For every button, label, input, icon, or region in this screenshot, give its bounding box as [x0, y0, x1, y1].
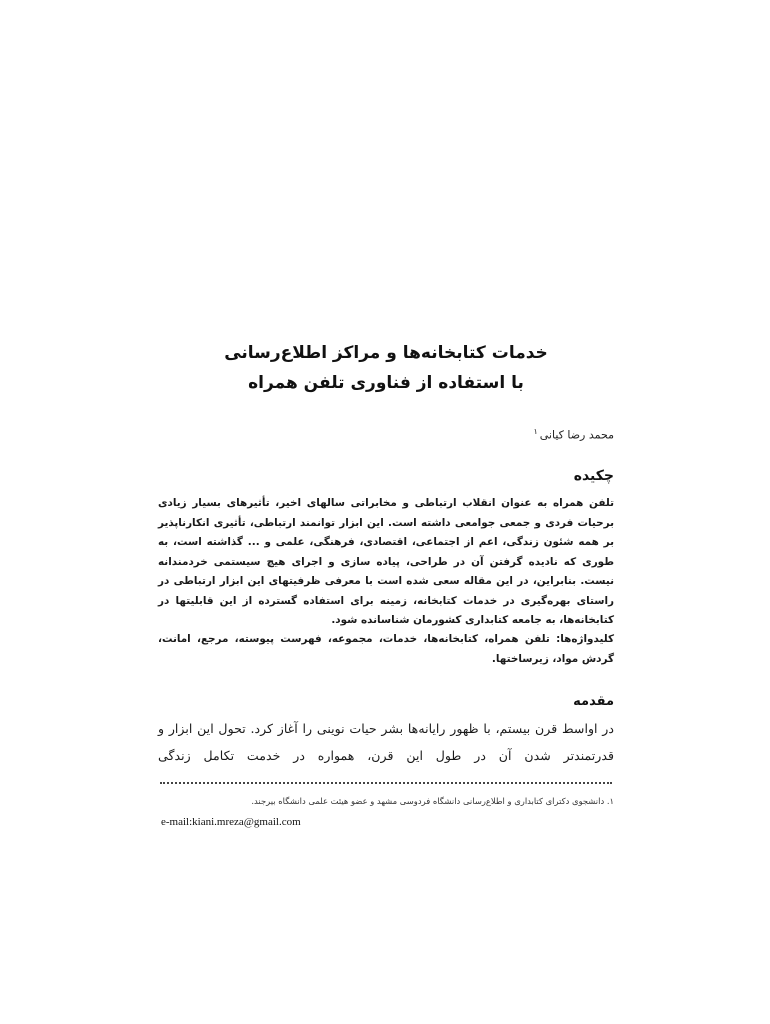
footnote-text: ۱. دانشجوی دکترای کتابداری و اطلاع‌رسانی دانشگاه فردوسی مشهد و عضو هیئت علمی دانشگاه بیرجند.	[251, 796, 614, 806]
article-title	[158, 338, 614, 398]
introduction-body: در اواسط قرن بیستم، با ظهور رایانه‌ها بشر حیات نوینی را آغاز کرد. تحول این ابزار و قدرتمندتر شدن آن در طول این قرن، همواره در خدمت تکامل زندگی	[158, 721, 614, 763]
abstract-heading: چکیده	[573, 468, 614, 484]
author-footnote-marker: ۱	[533, 427, 538, 436]
footnote-separator	[160, 782, 612, 784]
title-line-2: با استفاده از فناوری تلفن همراه	[248, 373, 524, 393]
author-email: e-mail:kiani.mreza@gmail.com	[161, 816, 301, 828]
title-line-1: خدمات کتابخانه‌ها و مراکز اطلاع‌رسانی	[224, 343, 548, 363]
author-line	[300, 427, 614, 442]
author-name: محمد رضا کیانی	[539, 428, 614, 442]
introduction-heading: مقدمه	[573, 694, 614, 709]
keywords-text: تلفن همراه، کتابخانه‌ها، خدمات، مجموعه، فهرست پیوسته، مرجع، امانت، گردش مواد، زیرساختها.	[158, 633, 614, 665]
keywords-label: کلیدواژه‌ها:	[556, 633, 614, 645]
keywords-paragraph	[158, 630, 614, 669]
abstract-body: تلفن همراه به عنوان انقلاب ارتباطی و مخابراتی سالهای اخیر، تأثیرهای بسیار زیادی برحیات فردی و جمعی جوامعی داشته است. این ابزار توانمند ارتباطی، تأثیری انکارناپذیر بر همه شئون زندگی، اعم از اجتماعی، اقتصادی، فرهنگی، علمی و ... گذاشته است، به طوری که نادیده گرفتن آن در طراحی، پیاده سازی و اجرای هیچ سیستمی خردمندانه نیست. بنابراین، در این مقاله سعی شده است با معرفی ظرفیتهای این ابزار ارتباطی در راستای بهره‌گیری در خدمات کتابخانه، زمینه برای استفاده گسترده از این قابلیتها در کتابخانه‌ها، به جامعه کتابداری کشورمان شناسانده شود.	[158, 497, 614, 626]
